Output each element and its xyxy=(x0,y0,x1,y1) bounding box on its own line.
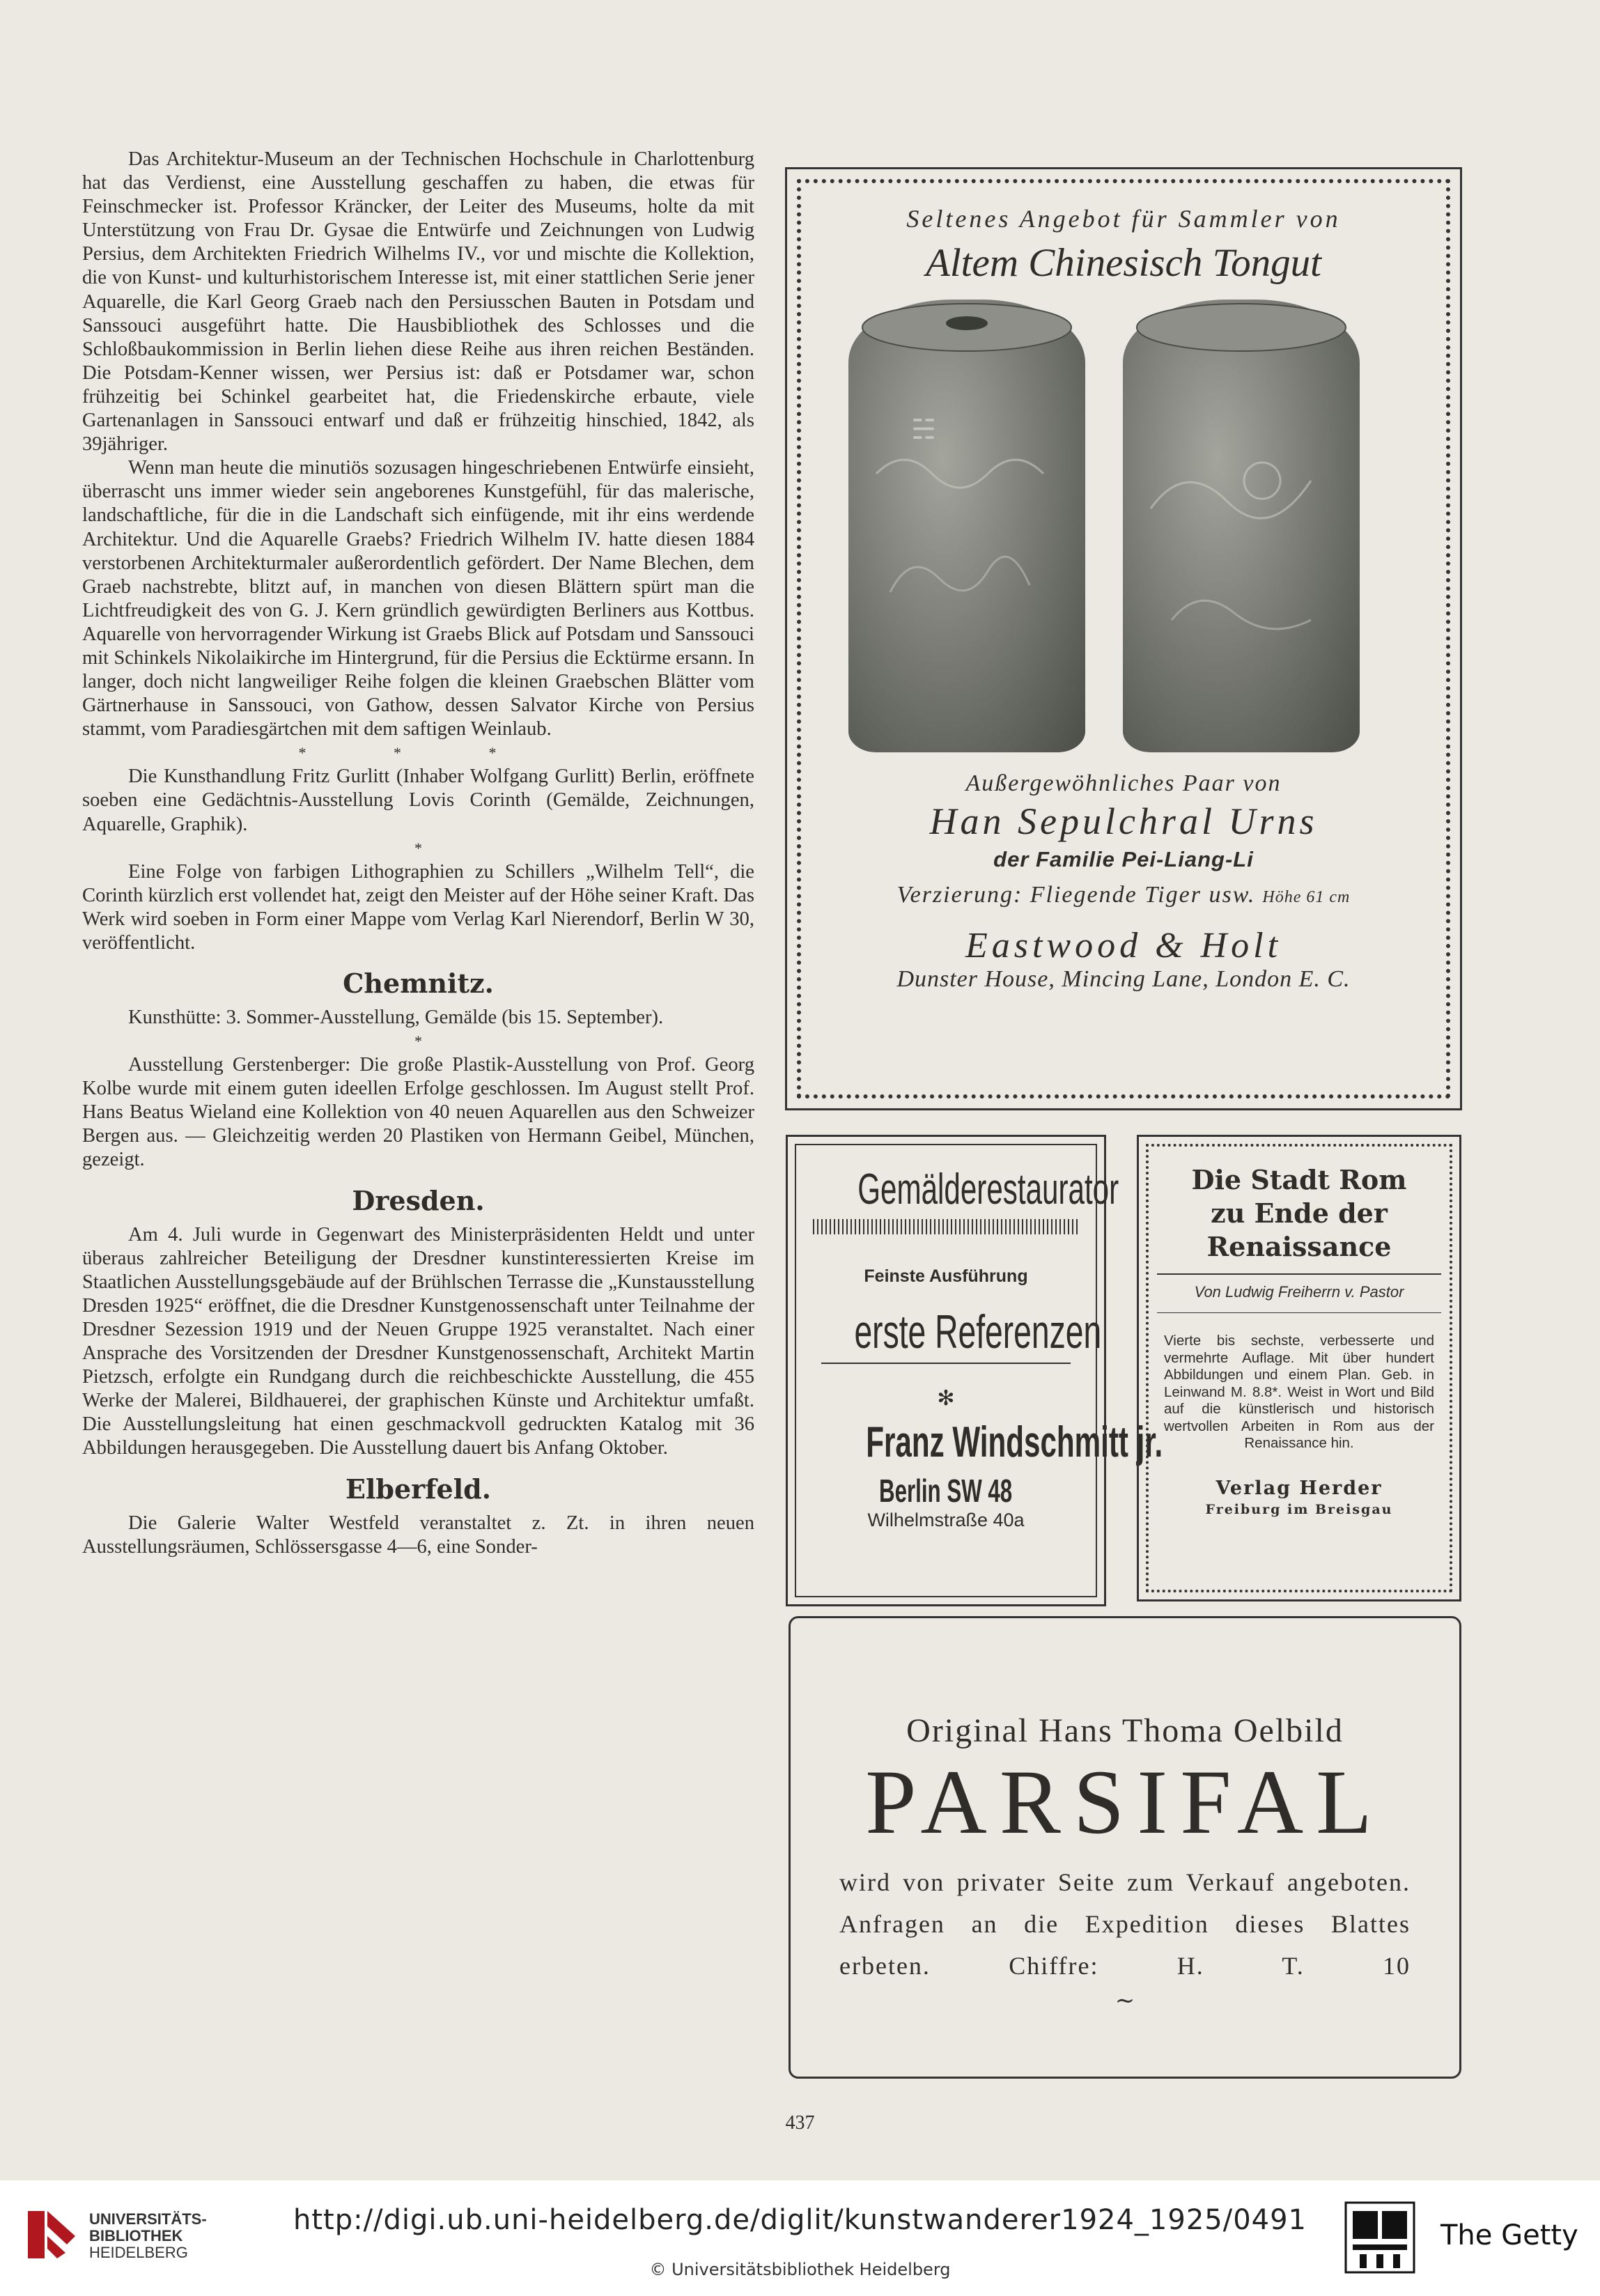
urns-photo xyxy=(808,300,1439,770)
ad-tongut-line1: Seltenes Angebot für Sammler von xyxy=(906,205,1341,233)
digitization-footer xyxy=(0,2180,1600,2296)
urn-image-right xyxy=(1123,300,1360,752)
ad-parsifal xyxy=(789,1616,1461,2079)
ad-tongut-address: Dunster House, Mincing Lane, London E. C. xyxy=(896,966,1351,992)
paragraph-architektur-museum: Das Architektur-Museum an der Technischen Hochschule in Charlottenburg hat das Verdienst, eine Ausstellung geschaffen zu haben, die etwas für Feinschmecker ist. Professor Kräncker, der Leiter des Museums, holte da mit Unterstützung von Frau Dr. Gysae die Entwürfe und Zeichnungen von Ludwig Persius, dem Architekten Friedrich Wilhelms IV., vor und mischte die Kollektion, die von Kunst- und kulturhistorischem Interesse ist, mit einer stattlichen Serie jener Aquarelle, die Karl Georg Graeb nach den Persiusschen Bauten in Potsdam und Sanssouci ausgeführt hatte. Die Hausbibliothek des Schlosses und die Schloßbaukommission in Berlin liehen diese Reihe aus ihren reichen Beständen. Die Potsdam-Kenner wissen, wer Persius ist: daß er Potsdamer war, schon frühzeitig bei Schinkel gearbeitet hat, die Friedenskirche erbaute, viele Gartenanlagen in Sanssouci entwarf und daß er frühzeitig hinschied, 1842, als 39jähriger. xyxy=(82,148,754,456)
ad-tongut-urns-title: Han Sepulchral Urns xyxy=(929,800,1318,842)
library-name-line1: UNIVERSITÄTS- xyxy=(89,2210,207,2228)
ad-herder-book xyxy=(1137,1135,1461,1601)
ad-herder-title-1: Die Stadt Rom xyxy=(1191,1164,1407,1195)
ad-tongut-height: Höhe 61 cm xyxy=(1262,888,1351,906)
paragraph-wilhelm-tell: Eine Folge von farbigen Lithographien zu Schillers „Wilhelm Tell“, die Corinth kürzlich erst vollendet hat, zeigt den Meister auf der Höhe seiner Kraft. Das Werk wird soeben in Form einer Mappe vom Verlag Karl Nierendorf, Berlin W 30, veröffentlicht. xyxy=(82,860,754,954)
ad-parsifal-title: PARSIFAL xyxy=(865,1751,1385,1853)
ad-herder-place: Freiburg im Breisgau xyxy=(1205,1501,1393,1517)
ad-herder-publisher: Verlag Herder xyxy=(1215,1477,1383,1499)
ad-restaurator-quality: Feinste Ausführung xyxy=(864,1266,1028,1286)
svg-text:☵: ☵ xyxy=(911,414,936,446)
ad-restaurator-ornament-bar xyxy=(813,1219,1079,1234)
ad-tongut-decoration-text: Verzierung: Fliegende Tiger usw. xyxy=(896,882,1256,908)
library-name-line3: HEIDELBERG xyxy=(89,2244,188,2261)
ad-chinese-tongut xyxy=(785,167,1462,1110)
divider xyxy=(1157,1312,1441,1313)
ad-tongut-decoration xyxy=(808,882,1439,908)
ad-herder-description: Vierte bis sechste, verbesserte und vermehrte Auflage. Mit über hundert Abbildungen und einem Plan. Geb. in Leinwand M. 8.8*. Weist in Wort und Bild auf die künstlerisch und historisch wertvollen Arbeiten in Rom aus der Renaissance hin. xyxy=(1164,1333,1434,1451)
ad-tongut-dealer: Eastwood & Holt xyxy=(965,926,1282,965)
ad-parsifal-line1: Original Hans Thoma Oelbild xyxy=(906,1712,1344,1749)
ad-tongut-line3: Außergewöhnliches Paar von xyxy=(965,770,1282,796)
paragraph-persius-entwuerfe: Wenn man heute die minutiös sozusagen hingeschriebenen Entwürfe einsieht, überrascht uns immer wieder sein angeborenes Kunstgefühl, für das malerische, landschaftliche, für die in die Landschaft sich einfügende, mit ihr eins werdende Architektur. Und die Aquarelle Graebs? Friedrich Wilhelm IV. hatte diesen 1884 verstorbenen Architekturmaler außerordentlich gefördert. Der Name Blechen, dem Graeb nachstrebte, blitzt auf, in manchen von diesen Blättern spürt man die Lichtfreudigkeit des von G. J. Kern gründlich gewürdigten Berliners aus Kottbus. Aquarelle von hervorragender Wirkung ist Graebs Blick auf Potsdam und Sanssouci mit Schinkels Nikolaikirche im Hintergrund, für die Persius die Ecktürme ersann. In langer, doch nicht langweiliger Reihe folgen die kleinen Graebschen Blätter vom Gärtnerhause in Sanssouci, von Gathow, dessen Salvator Kirche von Persius stammt, vom Paradiesgärtchen mit dem saftigen Weinlaub. xyxy=(82,457,754,740)
heading-dresden: Dresden. xyxy=(352,1184,485,1216)
ad-herder-title-2: zu Ende der Renaissance xyxy=(1206,1197,1392,1262)
page-number: 437 xyxy=(785,2112,815,2134)
ad-restaurator xyxy=(786,1135,1163,1606)
ad-restaurator-firm: Franz Windschmitt jr. xyxy=(866,1418,1163,1466)
ad-parsifal-ornament: ∼ xyxy=(1114,1988,1135,2014)
getty-name: The Getty xyxy=(1440,2219,1578,2251)
ad-tongut-headline: Altem Chinesisch Tongut xyxy=(926,241,1321,285)
ad-herder-author: Von Ludwig Freiherrn v. Pastor xyxy=(1194,1283,1404,1301)
getty-logo-icon xyxy=(1344,2201,1415,2274)
divider xyxy=(1157,1273,1441,1275)
divider xyxy=(821,1363,1071,1364)
ad-restaurator-star: ✻ xyxy=(937,1387,955,1410)
ad-restaurator-title: Gemälderestaurator xyxy=(857,1165,1119,1213)
copyright-notice: © Universitätsbibliothek Heidelberg xyxy=(649,2260,951,2279)
heading-chemnitz: Chemnitz. xyxy=(343,968,494,999)
article-column xyxy=(82,148,754,1559)
paragraph-kunsthuette: Kunsthütte: 3. Sommer-Ausstellung, Gemälde (bis 15. September). xyxy=(128,1007,664,1028)
ad-restaurator-city: Berlin SW 48 xyxy=(879,1473,1013,1509)
ad-restaurator-street: Wilhelmstraße 40a xyxy=(867,1510,1025,1530)
paragraph-dresden: Am 4. Juli wurde in Gegenwart des Ministerpräsidenten Heldt und unter überaus zahlreicher Beteiligung der Dresdner kunstinteressierten Kreise im Staatlichen Ausstellungsgebäude auf der Brühlschen Terrasse die „Kunstausstellung Dresden 1925“ eröffnet, die die Dresdner Kunstgenossenschaft unter Teilnahme der Dresdner Sezession 1919 und der Neuen Gruppe 1925 veranstaltet. Nach einer Ansprache des Vorsitzenden der Dresdner Kunstgenossenschaft, Architekt Martin Pietzsch, erfolgte ein Rundgang durch die reichbeschickte Ausstellung, die 455 Werke der Malerei, Bildhauerei, der graphischen Künste und Architektur umfaßt. Die Ausstellungsleitung hat einen geschmackvoll gedruckten Katalog mit 36 Abbildungen herausgegeben. Die Ausstellung dauert bis Anfang Oktober. xyxy=(82,1223,754,1459)
ad-tongut-family: der Familie Pei-Liang-Li xyxy=(993,847,1254,871)
separator-star: * xyxy=(414,839,422,857)
separator-star: * xyxy=(414,1032,422,1050)
library-name-line2: BIBLIOTHEK xyxy=(89,2227,183,2244)
separator-stars: * * * xyxy=(298,744,538,762)
heading-elberfeld: Elberfeld. xyxy=(345,1473,491,1505)
paragraph-elberfeld: Die Galerie Walter Westfeld veranstaltet z. Zt. in ihren neuen Ausstellungsräumen, Schlössersgasse 4—6, eine Sonder- xyxy=(82,1512,754,1558)
paragraph-gerstenberger: Ausstellung Gerstenberger: Die große Plastik-Ausstellung von Prof. Georg Kolbe wurde mit einem guten ideellen Erfolge geschlossen. Im August stellt Prof. Hans Beatus Wieland eine Kollektion von 40 neuen Aquarellen aus den Schweizer Bergen aus. — Gleichzeitig werden 20 Plastiken von Hermann Geibel, München, gezeigt. xyxy=(82,1054,754,1171)
ad-parsifal-body: wird von privater Seite zum Verkauf angeboten. Anfragen an die Expedition dieses Blattes erbeten. Chiffre: H. T. 10 xyxy=(839,1868,1411,1980)
ad-restaurator-references: erste Referenzen xyxy=(854,1305,1102,1358)
permalink[interactable]: http://digi.ub.uni-heidelberg.de/diglit/kunstwanderer1924_1925/0491 xyxy=(293,2204,1307,2236)
urn-image-left xyxy=(848,300,1085,752)
paragraph-gurlitt: Die Kunsthandlung Fritz Gurlitt (Inhaber Wolfgang Gurlitt) Berlin, eröffnete soeben eine Gedächtnis-Ausstellung Lovis Corinth (Gemälde, Zeichnungen, Aquarelle, Graphik). xyxy=(82,766,754,835)
